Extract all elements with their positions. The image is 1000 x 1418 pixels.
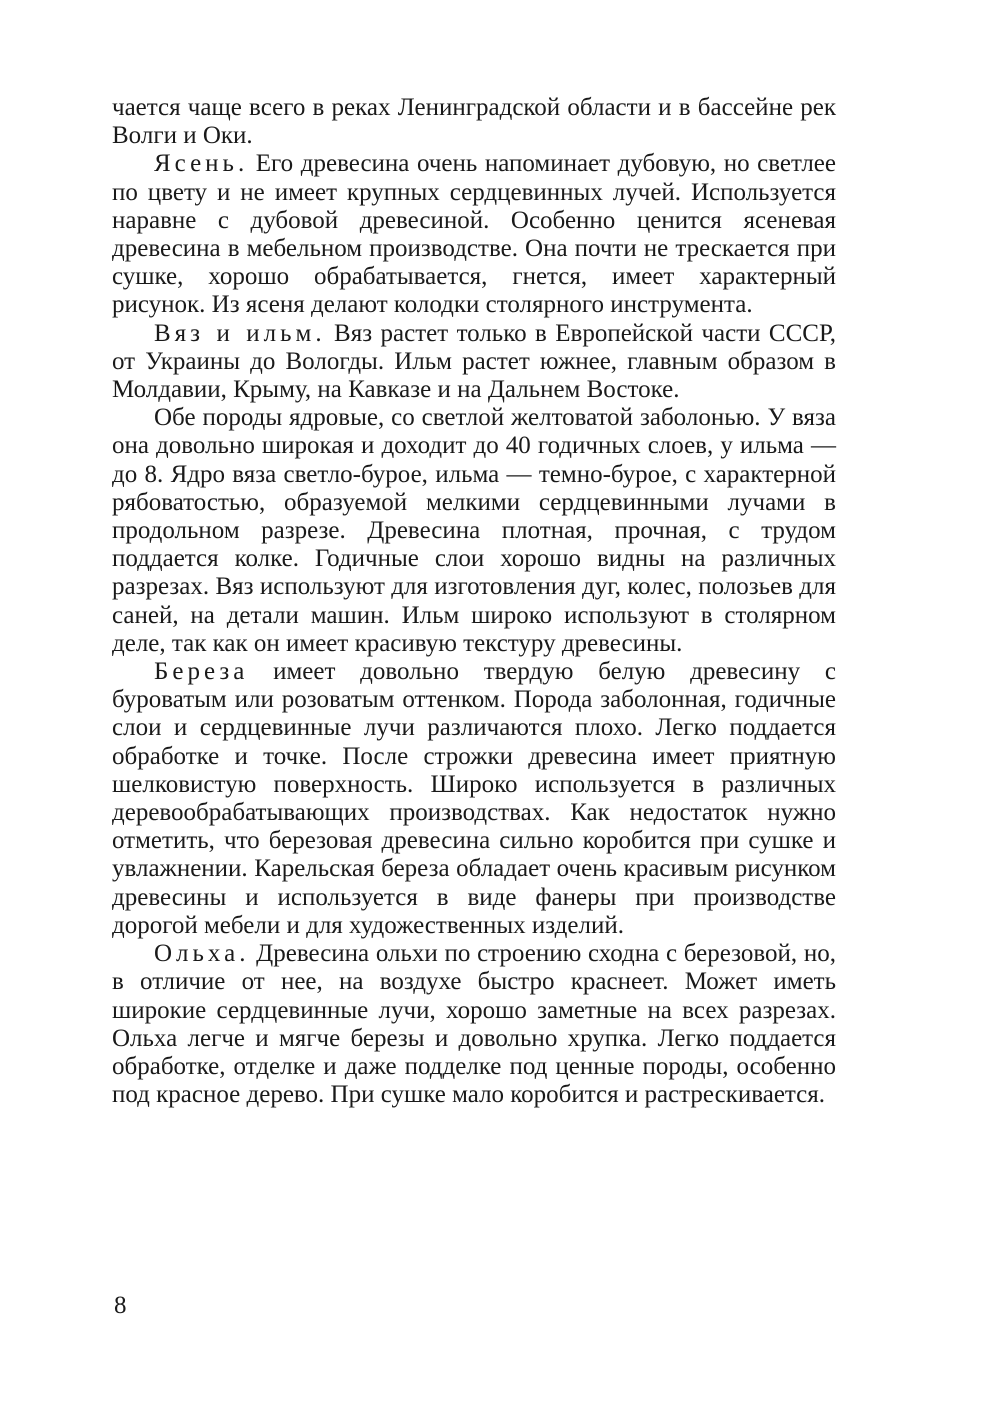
paragraph-alder: [112, 940, 836, 1109]
paragraph-birch: [112, 658, 836, 940]
term-alder: Ольха.: [154, 940, 250, 968]
paragraph-text: Древесина ольхи по строению сходна с березовой, но, в отличие от нее, на воздухе быстро краснеет. Может иметь широкие сердцевинные лучи, хорошо заметные на всех разрезах. Ольха легче и мягче березы и довольно хрупка. Легко поддается обработке, отделке и даже подделке под ценные породы, особенно под красное дерево. При сушке мало коробится и растрескивается.: [112, 940, 836, 1109]
term-ash: Ясень.: [154, 150, 249, 178]
paragraph-both-species: [112, 404, 836, 658]
paragraph-text: чается чаще всего в реках Ленинградской области и в бассейне рек Волги и Оки.: [112, 94, 836, 150]
paragraph-text: Его древесина очень напоминает дубовую, но светлее по цвету и не имеет крупных сердцевинных лучей. Используется наравне с дубовой древесиной. Особенно ценится ясеневая древесина в мебельном производстве. Она почти не трескается при сушке, хорошо обрабатывается, гнется, имеет характерный рисунок. Из ясеня делают колодки столярного инструмента.: [112, 150, 836, 319]
term-birch: Береза: [154, 658, 249, 686]
page-number: 8: [114, 1292, 127, 1319]
paragraph-text: имеет довольно твердую белую древесину с буроватым или розоватым оттенком. Порода заболонная, годичные слои и сердцевинные лучи различаются плохо. Легко поддается обработке и точке. После строжки древесина имеет приятную шелковистую поверхность. Широко используется в различных деревообрабатывающих производствах. Как недостаток нужно отметить, что березовая древесина сильно коробится при сушке и увлажнении. Карельская береза обладает очень красивым рисунком древесины и используется в виде фанеры при производстве дорогой мебели и для художественных изделий.: [112, 658, 836, 939]
paragraph-continuation: [112, 94, 836, 150]
term-elm: Вяз и ильм.: [154, 319, 326, 347]
paragraph-text: Обе породы ядровые, со светлой желтоватой заболонью. У вяза она довольно широкая и доходит до 40 годичных слоев, у ильма — до 8. Ядро вяза светло-бурое, ильма — темно-бурое, с характерной рябоватостью, образуемой мелкими сердцевинными лучами в продольном разрезе. Древесина плотная, прочная, с трудом поддается колке. Годичные слои хорошо видны на различных разрезах. Вяз используют для изготовления дуг, колес, полозьев для саней, на детали машин. Ильм широко используют в столярном деле, так как он имеет красивую текстуру древесины.: [112, 404, 836, 657]
paragraph-text: Вяз растет только в Европейской части СССР, от Украины до Вологды. Ильм растет южнее, главным образом в Молдавии, Крыму, на Кавказе и на Дальнем Востоке.: [112, 319, 836, 404]
paragraph-ash: [112, 150, 836, 319]
page-text: [112, 94, 836, 1109]
paragraph-elm: [112, 320, 836, 405]
